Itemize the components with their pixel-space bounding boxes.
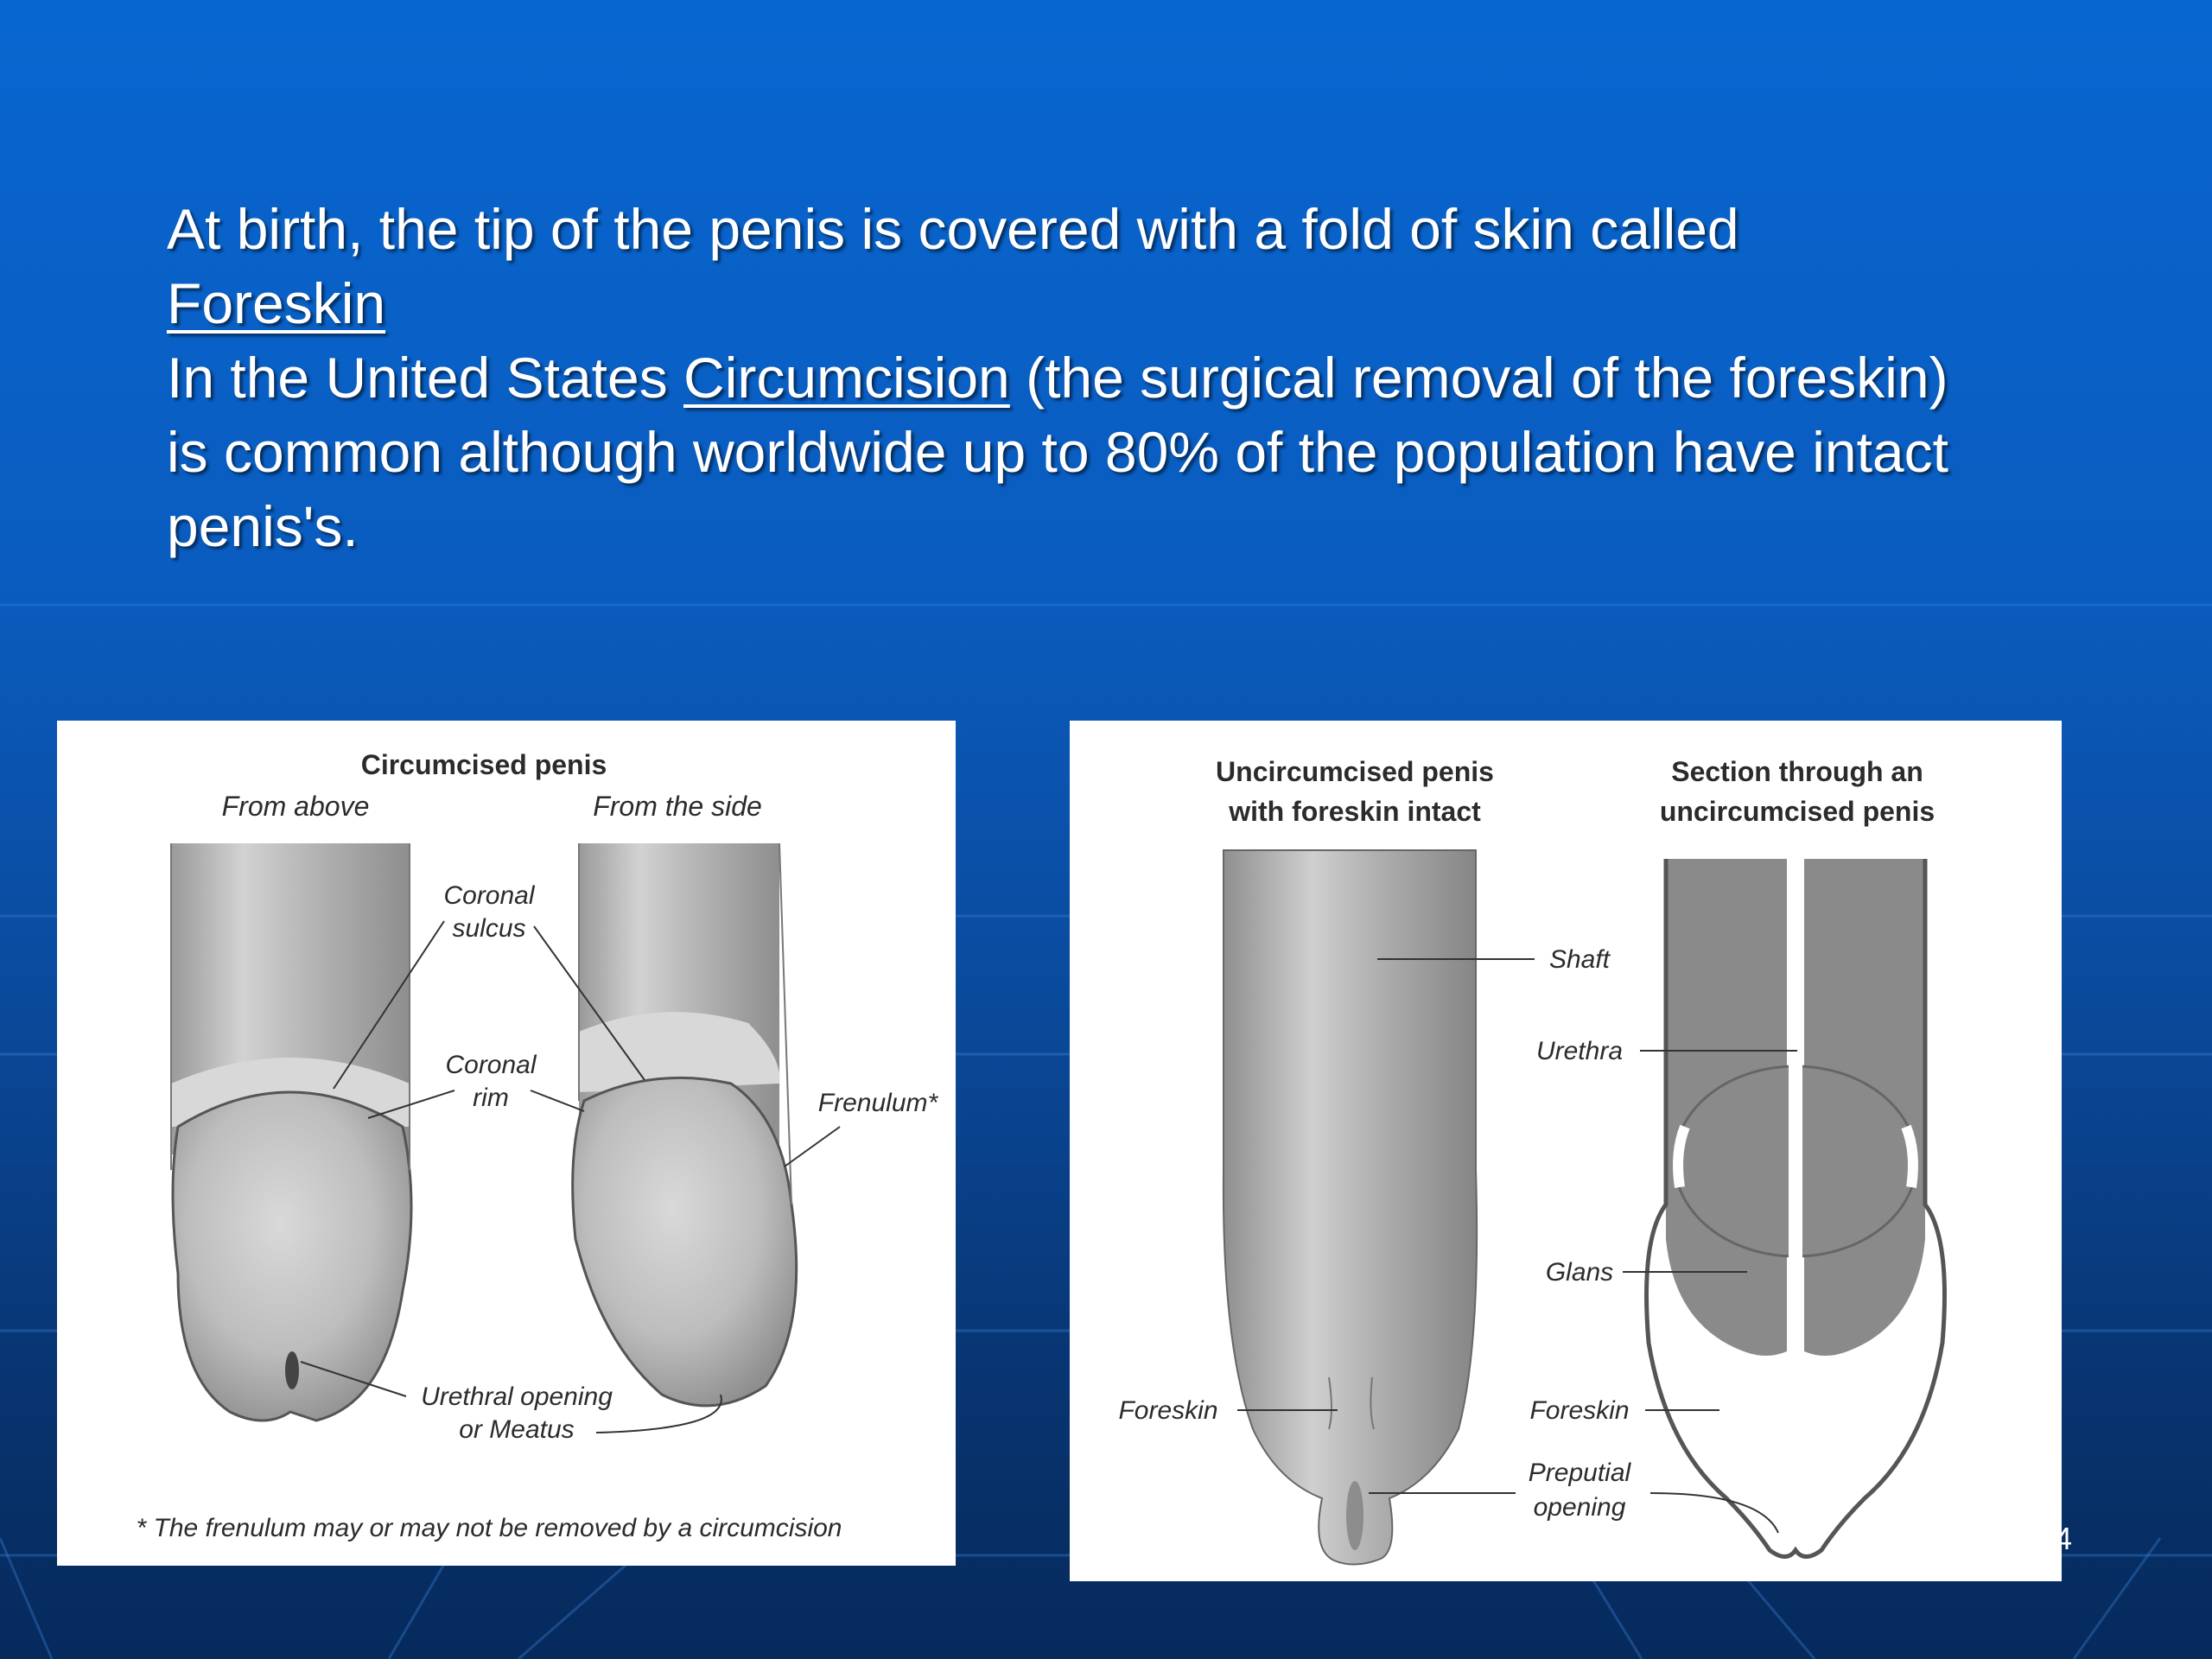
penis-section <box>1647 859 1945 1557</box>
urethral-opening-label-1: Urethral opening <box>421 1382 613 1411</box>
urethra-label: Urethra <box>1535 1037 1624 1065</box>
frenulum-footnote: * The frenulum may or may not be removed by a circumcision <box>136 1514 842 1542</box>
foreskin-left-label: Foreskin <box>1118 1396 1218 1425</box>
text-line-5: penis's. <box>167 494 359 558</box>
page-number: 4 <box>2055 1521 2073 1556</box>
shaft-label: Shaft <box>1548 945 1611 974</box>
circumcision-link[interactable]: Circumcision <box>683 346 1010 410</box>
glans-label: Glans <box>1545 1258 1614 1287</box>
circumcised-diagram <box>57 721 956 1566</box>
urethral-opening-label-2: or Meatus <box>459 1415 575 1444</box>
coronal-rim-label-2: rim <box>473 1084 509 1112</box>
coronal-sulcus-label-2: sulcus <box>452 914 526 943</box>
slide-body-text <box>167 192 2120 563</box>
preputial-opening-label-1: Preputial <box>1528 1459 1631 1487</box>
text-line-3-suffix: (the surgical removal of the foreskin) <box>1009 346 1948 410</box>
uncircumcised-title-2: with foreskin intact <box>1229 796 1481 827</box>
coronal-sulcus-label-1: Coronal <box>443 881 535 910</box>
frenulum-label: Frenulum* <box>817 1089 938 1117</box>
circumcised-title: Circumcised penis <box>360 749 607 780</box>
foreskin-link[interactable]: Foreskin <box>167 271 386 335</box>
section-title-1: Section through an <box>1671 756 1923 787</box>
uncircumcised-diagram <box>1070 721 2062 1581</box>
text-line-3-prefix: In the United States <box>167 346 684 410</box>
foreskin-right-label: Foreskin <box>1529 1396 1630 1425</box>
coronal-rim-label-1: Coronal <box>445 1051 537 1079</box>
penis-from-side <box>573 843 797 1406</box>
section-title-2: uncircumcised penis <box>1659 796 1936 827</box>
uncircumcised-title-1: Uncircumcised penis <box>1216 756 1494 787</box>
from-side-label: From the side <box>593 791 762 822</box>
penis-from-above <box>171 843 411 1421</box>
intact-penis <box>1224 850 1477 1565</box>
preputial-opening-label-2: opening <box>1533 1493 1626 1522</box>
text-line-4: is common although worldwide up to 80% of the population have intact <box>167 420 1948 484</box>
from-above-label: From above <box>221 791 370 822</box>
text-line-1: At birth, the tip of the penis is covered with a fold of skin called <box>167 197 1739 261</box>
